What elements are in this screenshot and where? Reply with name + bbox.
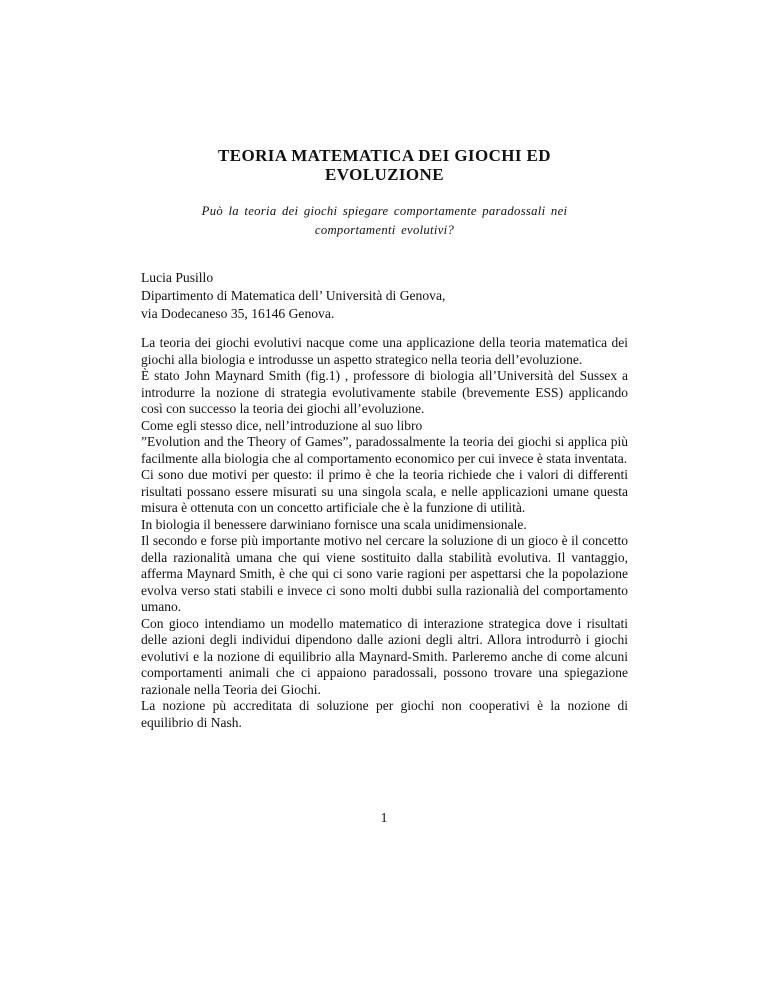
body-paragraph: ”Evolution and the Theory of Games”, paradossalmente la teoria dei giochi si applica più facilmente alla biologia che al comportamento economico per cui invece è stata inventata. xyxy=(141,434,628,466)
body-paragraph: Il secondo e forse più importante motivo nel cercare la soluzione di un gioco è il concetto della razionalità umana che qui viene sostituito dalla stabilità evolutiva. Il vantaggio, afferma Maynard Smith, è che qui ci sono varie ragioni per aspettarsi che la popolazione evolva verso stati stabili e invece ci sono molti dubbi sulla razionalià del comportamento umano. xyxy=(141,533,628,614)
page-number: 1 xyxy=(380,810,388,825)
body-paragraph: Ci sono due motivi per questo: il primo è che la teoria richiede che i valori di differenti risultati possano essere misurati su una singola scala, e nelle applicazioni umane questa misura è ottenuta con un concetto artificiale che è la funzione di utilità. xyxy=(141,467,628,515)
paper-title xyxy=(141,146,628,184)
body-paragraph: È stato John Maynard Smith (fig.1) , professore di biologia all’Università del Sussex a introdurre la nozione di strategia evolutivamente stabile (brevemente ESS) applicando così con successo la teoria dei giochi all’evoluzione. xyxy=(141,368,628,416)
author-address: via Dodecaneso 35, 16146 Genova. xyxy=(141,306,335,321)
author-affiliation: Dipartimento di Matematica dell’ Università di Genova, xyxy=(141,288,446,303)
paper-title-line2: EVOLUZIONE xyxy=(325,165,444,184)
body-paragraph: Come egli stesso dice, nell’introduzione al suo libro xyxy=(141,417,423,433)
body-paragraph: Con gioco intendiamo un modello matematico di interazione strategica dove i risultati delle azioni degli individui dipendono dalle azioni degli altri. Allora introdurrò i giochi evolutivi e la nozione di equilibrio alla Maynard-Smith. Parleremo anche di come alcuni comportamenti animali che ci appaiono paradossali, possono trovare una spiegazione razionale nella Teoria dei Giochi. xyxy=(141,615,628,697)
paper-subtitle-line2: comportamenti evolutivi? xyxy=(314,222,455,237)
body-paragraph: La nozione pù accreditata di soluzione per giochi non cooperativi è la nozione di equilibrio di Nash. xyxy=(141,698,628,730)
author-name: Lucia Pusillo xyxy=(141,270,214,285)
body-paragraph: In biologia il benessere darwiniano fornisce una scala unidimensionale. xyxy=(141,516,527,532)
author-block xyxy=(141,269,628,323)
paper-subtitle xyxy=(141,202,628,239)
paper-subtitle-line1: Può la teoria dei giochi spiegare comportamente paradossali nei xyxy=(201,204,568,218)
document-text-column xyxy=(141,146,628,731)
paper-title-line1: TEORIA MATEMATICA DEI GIOCHI ED xyxy=(218,146,551,165)
body-paragraph: La teoria dei giochi evolutivi nacque come una applicazione della teoria matematica dei giochi alla biologia e introdusse un aspetto strategico nella teoria dell’evoluzione. xyxy=(141,335,628,367)
body-text xyxy=(141,335,628,731)
